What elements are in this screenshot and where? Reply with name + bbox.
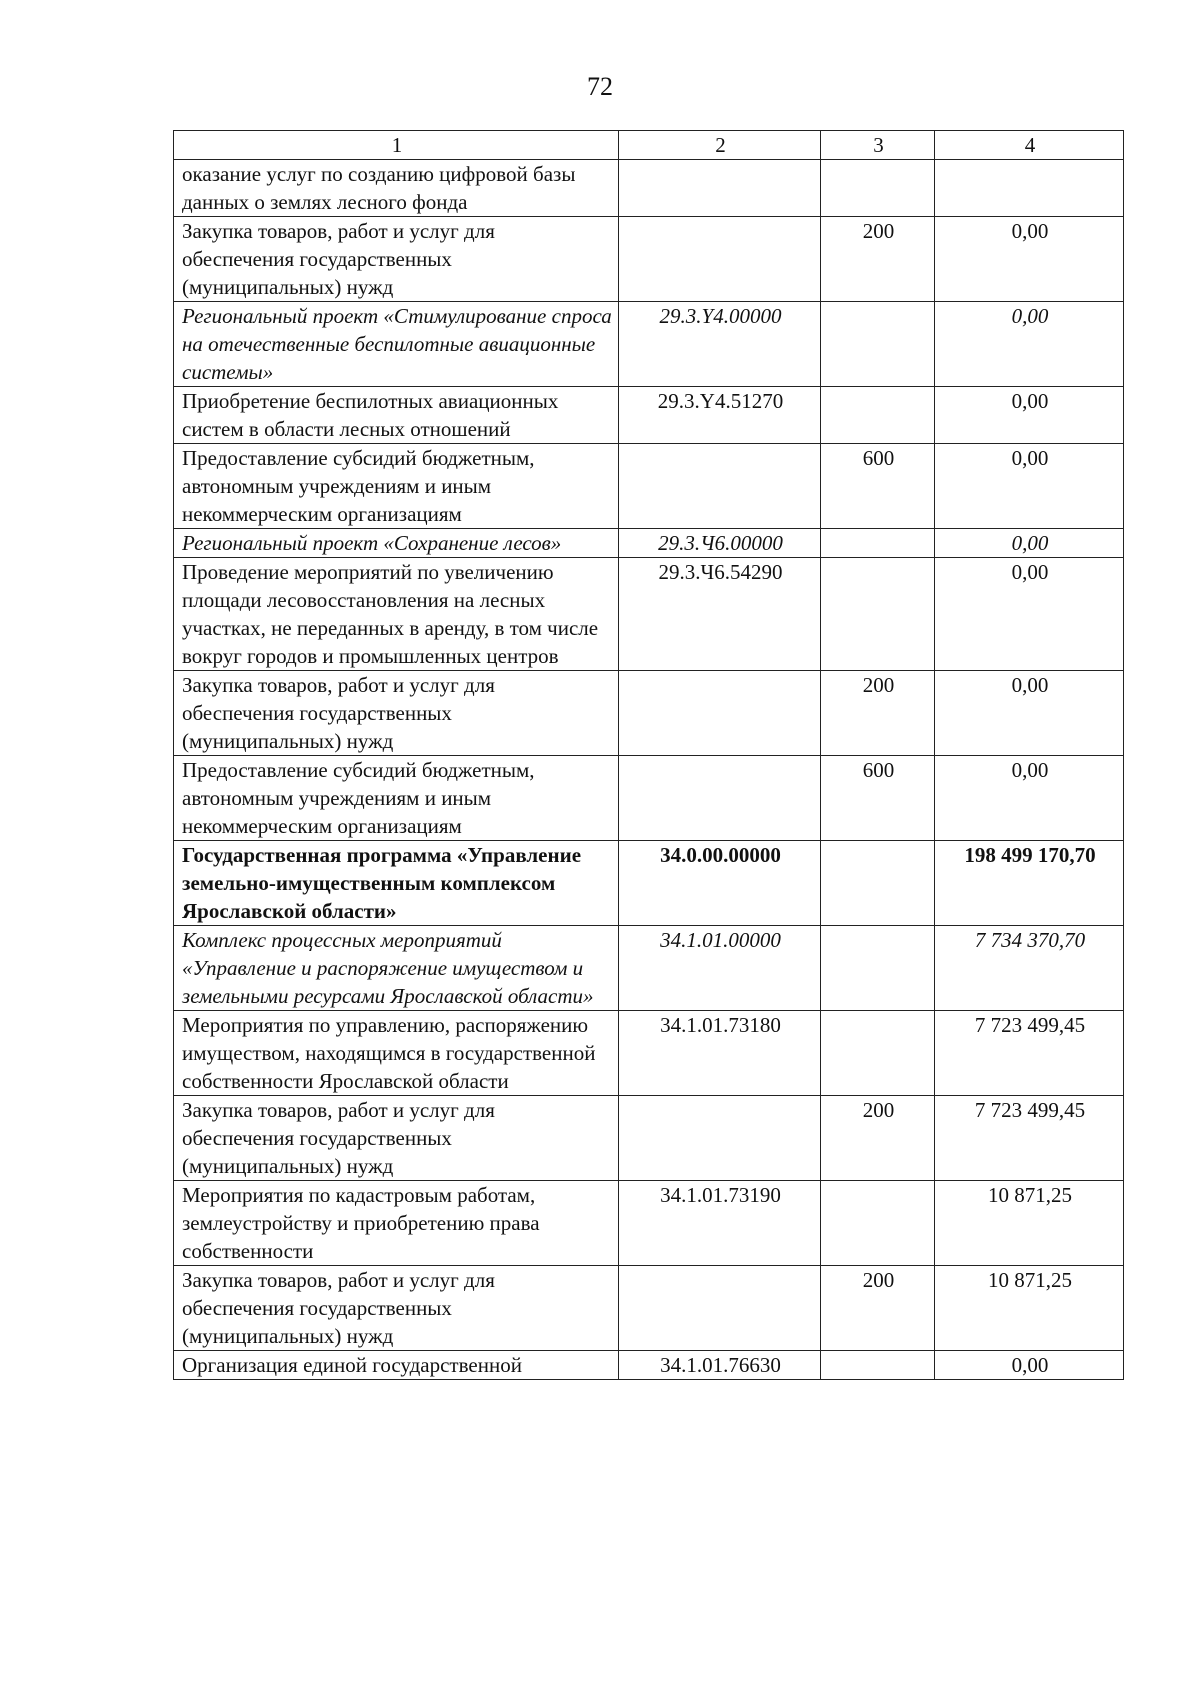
table-row [174,1181,1124,1266]
name-cell: Предоставление субсидий бюджетным, автономным учреждениям и иным некоммерческим организациям [174,756,619,841]
amount-cell [935,160,1124,217]
name-cell: оказание услуг по созданию цифровой базы данных о землях лесного фонда [174,160,619,217]
code-cell: 29.3.Ч6.00000 [619,529,821,558]
table-row [174,1351,1124,1380]
amount-cell: 0,00 [935,529,1124,558]
code-cell: 34.0.00.00000 [619,841,821,926]
table-row [174,756,1124,841]
table-header-row [174,131,1124,160]
table-row [174,1011,1124,1096]
kind-cell [821,1011,935,1096]
amount-cell: 0,00 [935,444,1124,529]
code-cell: 34.1.01.76630 [619,1351,821,1380]
header-cell-1: 1 [174,131,619,160]
code-cell [619,671,821,756]
table-row [174,926,1124,1011]
table-row [174,444,1124,529]
amount-cell: 7 723 499,45 [935,1096,1124,1181]
page-number: 72 [587,72,613,101]
table-row [174,302,1124,387]
kind-cell [821,1351,935,1380]
code-cell [619,756,821,841]
name-cell: Региональный проект «Сохранение лесов» [174,529,619,558]
amount-cell: 7 734 370,70 [935,926,1124,1011]
table-row [174,558,1124,671]
table-row [174,1266,1124,1351]
amount-cell: 0,00 [935,671,1124,756]
name-cell: Мероприятия по управлению, распоряжению имуществом, находящимся в государственной собственности Ярославской области [174,1011,619,1096]
name-cell: Закупка товаров, работ и услуг для обеспечения государственных (муниципальных) нужд [174,1266,619,1351]
kind-cell [821,841,935,926]
name-cell: Организация единой государственной [174,1351,619,1380]
amount-cell: 0,00 [935,217,1124,302]
header-cell-4: 4 [935,131,1124,160]
name-cell: Закупка товаров, работ и услуг для обеспечения государственных (муниципальных) нужд [174,217,619,302]
table-row [174,387,1124,444]
table-row [174,529,1124,558]
table-row [174,671,1124,756]
table-row [174,1096,1124,1181]
code-cell [619,1266,821,1351]
code-cell [619,160,821,217]
kind-cell: 200 [821,217,935,302]
kind-cell [821,558,935,671]
budget-table [173,130,1124,1380]
kind-cell: 600 [821,444,935,529]
name-cell: Комплекс процессных мероприятий «Управление и распоряжение имуществом и земельными ресурсами Ярославской области» [174,926,619,1011]
amount-cell: 198 499 170,70 [935,841,1124,926]
name-cell: Мероприятия по кадастровым работам, землеустройству и приобретению права собственности [174,1181,619,1266]
header-cell-3: 3 [821,131,935,160]
amount-cell: 10 871,25 [935,1266,1124,1351]
kind-cell [821,387,935,444]
amount-cell: 0,00 [935,558,1124,671]
amount-cell: 7 723 499,45 [935,1011,1124,1096]
budget-table-body [174,131,1124,1380]
name-cell: Проведение мероприятий по увеличению площади лесовосстановления на лесных участках, не переданных в аренду, в том числе вокруг городов и промышленных центров [174,558,619,671]
code-cell: 29.3.Ч6.54290 [619,558,821,671]
code-cell [619,444,821,529]
header-cell-2: 2 [619,131,821,160]
code-cell: 34.1.01.73190 [619,1181,821,1266]
kind-cell: 200 [821,671,935,756]
table-row [174,160,1124,217]
kind-cell [821,160,935,217]
code-cell [619,217,821,302]
name-cell: Предоставление субсидий бюджетным, автономным учреждениям и иным некоммерческим организациям [174,444,619,529]
name-cell: Приобретение беспилотных авиационных систем в области лесных отношений [174,387,619,444]
kind-cell [821,926,935,1011]
kind-cell: 600 [821,756,935,841]
code-cell: 34.1.01.73180 [619,1011,821,1096]
code-cell: 29.3.Y4.51270 [619,387,821,444]
name-cell: Региональный проект «Стимулирование спроса на отечественные беспилотные авиационные системы» [174,302,619,387]
kind-cell: 200 [821,1266,935,1351]
kind-cell [821,302,935,387]
name-cell: Государственная программа «Управление земельно-имущественным комплексом Ярославской области» [174,841,619,926]
amount-cell: 0,00 [935,1351,1124,1380]
table-row [174,841,1124,926]
kind-cell: 200 [821,1096,935,1181]
table-row [174,217,1124,302]
amount-cell: 0,00 [935,387,1124,444]
code-cell: 29.3.Y4.00000 [619,302,821,387]
name-cell: Закупка товаров, работ и услуг для обеспечения государственных (муниципальных) нужд [174,1096,619,1181]
code-cell [619,1096,821,1181]
amount-cell: 0,00 [935,302,1124,387]
amount-cell: 10 871,25 [935,1181,1124,1266]
name-cell: Закупка товаров, работ и услуг для обеспечения государственных (муниципальных) нужд [174,671,619,756]
kind-cell [821,529,935,558]
code-cell: 34.1.01.00000 [619,926,821,1011]
kind-cell [821,1181,935,1266]
amount-cell: 0,00 [935,756,1124,841]
